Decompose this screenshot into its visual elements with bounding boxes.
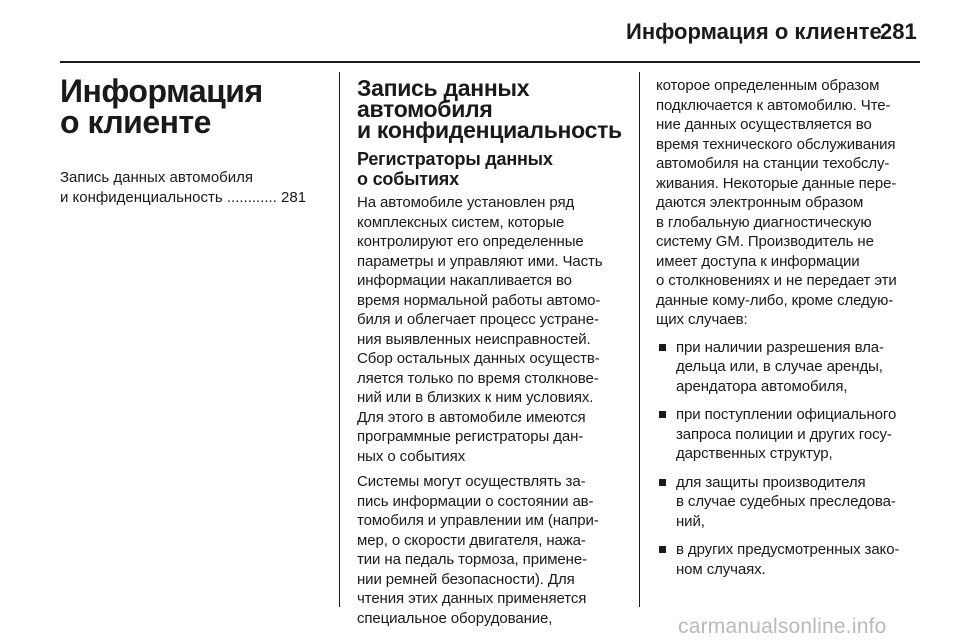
toc-entry-line: и конфиденциальность ............ 281 xyxy=(60,188,307,206)
text-line: о столкновениях и не передает эти xyxy=(656,272,897,289)
toc-entry-line: Запись данных автомобиля xyxy=(60,169,254,186)
paragraph xyxy=(357,472,629,628)
text-line: параметры и управляют ими. Часть xyxy=(357,252,603,270)
text-line: мер, о скорости двигателя, нажа- xyxy=(357,531,586,549)
text-line: данные кому-либо, кроме следую- xyxy=(656,291,894,309)
chapter-heading-line: Информация xyxy=(60,73,263,109)
square-bullet-icon xyxy=(659,479,666,486)
page-number: 281 xyxy=(880,19,917,44)
text-line: запроса полиции и других госу- xyxy=(676,425,892,443)
text-line: время нормальной работы автомо- xyxy=(357,291,601,309)
text-line: щих случаев: xyxy=(656,311,748,328)
text-line: при поступлении официального xyxy=(676,406,897,423)
text-line: дарственных структур, xyxy=(676,445,833,462)
text-line: для защиты производителя xyxy=(676,473,866,491)
left-column xyxy=(60,73,328,207)
list-item xyxy=(656,405,924,464)
running-header-title: Информация о клиенте xyxy=(626,19,882,44)
text-line: имеет доступа к информации xyxy=(656,252,860,270)
subsection-heading-line: Регистраторы данных xyxy=(357,149,553,169)
text-line: тии на педаль тормоза, примене- xyxy=(357,551,588,568)
text-line: автомобиля на станции техобслу- xyxy=(656,155,890,172)
square-bullet-icon xyxy=(659,411,666,418)
header-rule xyxy=(60,61,920,63)
column-divider-right xyxy=(639,72,640,607)
text-line: ляется только по время столкнове- xyxy=(357,369,599,387)
text-line: дельца или, в случае аренды, xyxy=(676,358,883,375)
text-line: контролируют его определенные xyxy=(357,233,584,250)
text-line: комплексных систем, которые xyxy=(357,213,565,231)
subsection-heading xyxy=(357,149,629,189)
text-line: ных о событиях xyxy=(357,447,466,465)
column-divider-left xyxy=(339,72,340,607)
text-line: даются электронным образом xyxy=(656,194,864,211)
square-bullet-icon xyxy=(659,344,666,351)
text-line: ном случаях. xyxy=(676,560,766,578)
text-line: ния выявленных неисправностей. xyxy=(357,330,591,348)
list-item xyxy=(656,540,924,579)
paragraph xyxy=(357,193,629,466)
text-line: время технического обслуживания xyxy=(656,135,896,153)
text-line: ний или в близких к ним условиях. xyxy=(357,389,594,406)
subsection-heading-line: о событиях xyxy=(357,169,459,189)
square-bullet-icon xyxy=(659,546,666,553)
text-line: томобиля и управлении им (напри- xyxy=(357,512,599,529)
section-heading xyxy=(357,75,629,143)
section-heading-line: и конфиденциальность xyxy=(357,117,622,143)
text-line: ние данных осуществляется во xyxy=(656,116,872,133)
text-line: живания. Некоторые данные пере- xyxy=(656,174,897,192)
text-line: в глобальную диагностическую xyxy=(656,213,872,231)
right-column xyxy=(656,76,924,588)
bullet-list xyxy=(656,338,924,580)
chapter-heading xyxy=(60,73,328,140)
text-line: специальное оборудование, xyxy=(357,609,553,627)
text-line: На автомобиле установлен ряд xyxy=(357,194,575,211)
text-line: Для этого в автомобиле имеются xyxy=(357,408,586,426)
text-line: информации накапливается во xyxy=(357,272,572,289)
text-line: в случае судебных преследова- xyxy=(676,493,896,510)
text-line: Системы могут осуществлять за- xyxy=(357,473,586,490)
section-heading-line: автомобиля xyxy=(357,96,493,122)
text-line: при наличии разрешения вла- xyxy=(676,338,884,356)
text-line: арендатора автомобиля, xyxy=(676,377,848,395)
text-line: программные регистраторы дан- xyxy=(357,428,584,445)
watermark-text: carmanualsonline.info xyxy=(678,615,887,638)
text-line: нии ремней безопасности). Для xyxy=(357,570,575,588)
section-heading-line: Запись данных xyxy=(357,75,530,101)
text-line: в других предусмотренных зако- xyxy=(676,541,900,558)
text-line: подключается к автомобилю. Чте- xyxy=(656,96,891,114)
text-line: биля и облегчает процесс устране- xyxy=(357,311,599,328)
text-line: которое определенным образом xyxy=(656,77,880,94)
text-line: систему GM. Производитель не xyxy=(656,233,874,250)
list-item xyxy=(656,473,924,532)
text-line: Сбор остальных данных осуществ- xyxy=(357,350,600,367)
text-line: ний, xyxy=(676,512,705,530)
list-item xyxy=(656,338,924,397)
chapter-heading-line: о клиенте xyxy=(60,104,211,140)
table-of-contents xyxy=(60,168,328,207)
text-line: чтения этих данных применяется xyxy=(357,590,587,607)
text-line: пись информации о состоянии ав- xyxy=(357,492,594,510)
middle-column xyxy=(357,76,629,628)
paragraph xyxy=(656,76,924,330)
